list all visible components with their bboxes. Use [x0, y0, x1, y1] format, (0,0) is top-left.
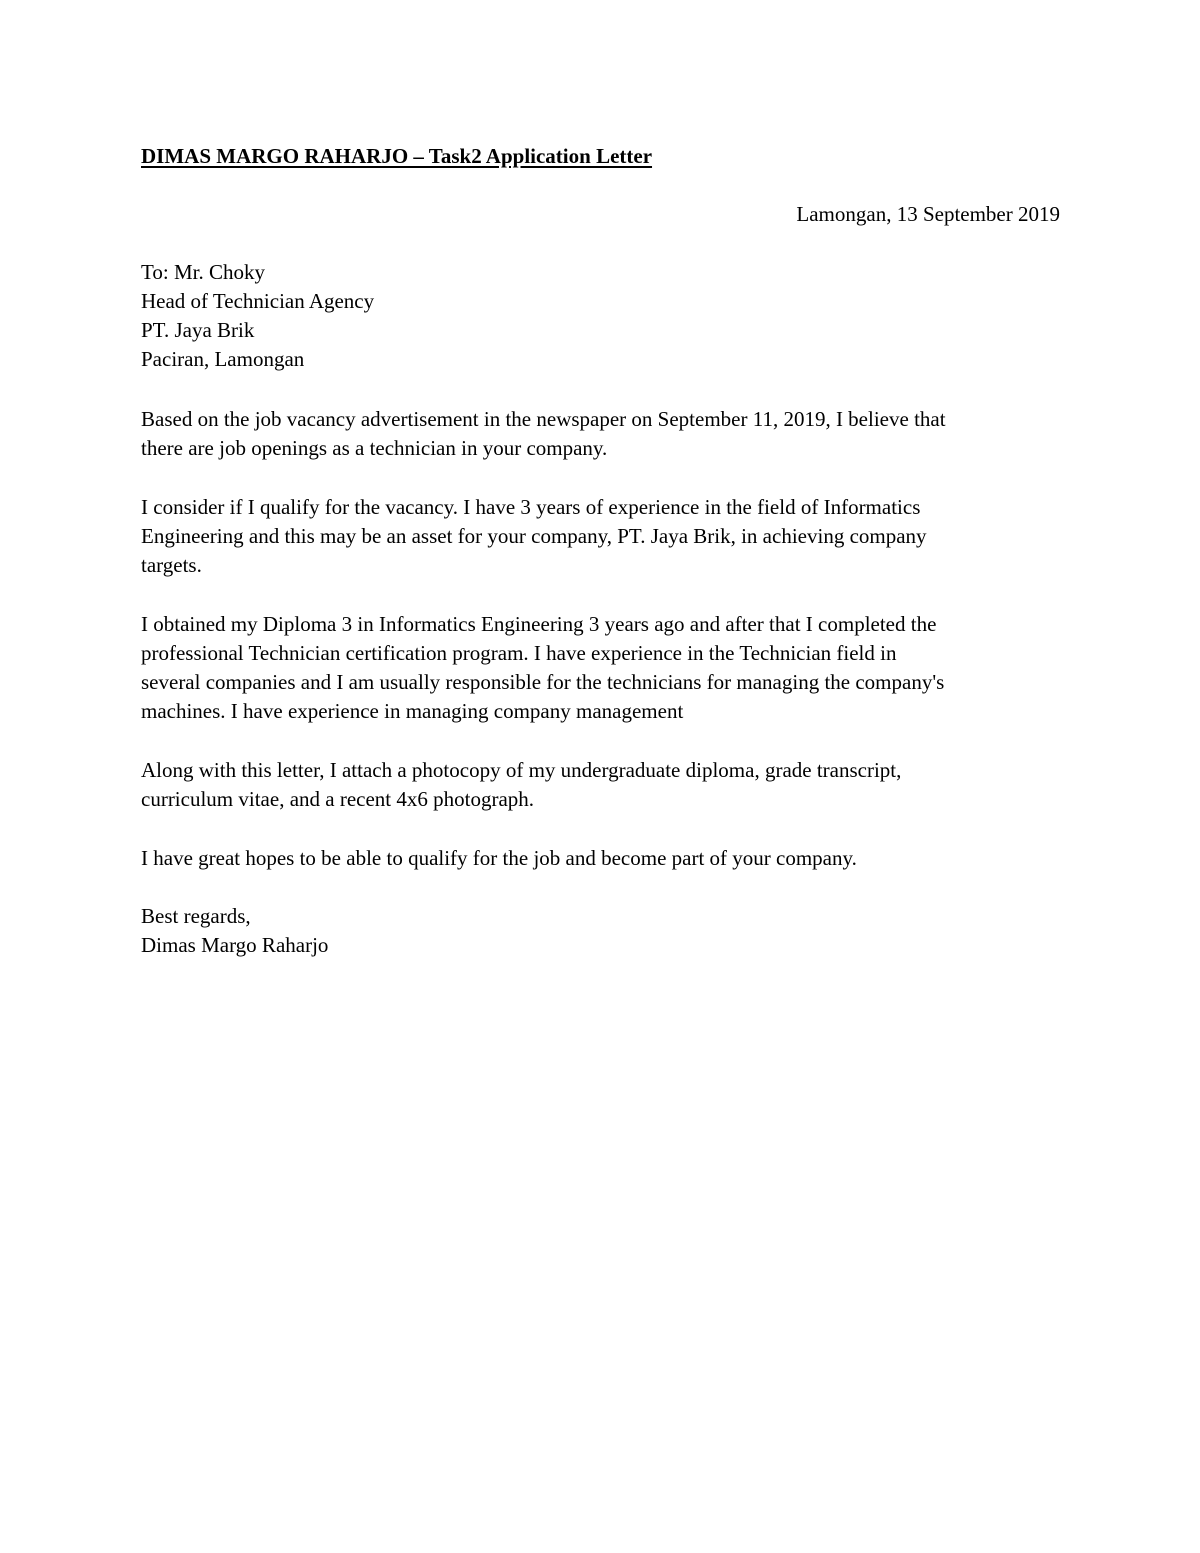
paragraph-vacancy — [141, 405, 1061, 463]
paragraph-line: Along with this letter, I attach a photocopy of my undergraduate diploma, grade transcript, — [141, 758, 902, 782]
paragraph-line: curriculum vitae, and a recent 4x6 photograph. — [141, 787, 535, 811]
letter-closing — [141, 902, 1061, 960]
paragraph-line: there are job openings as a technician in your company. — [141, 436, 608, 460]
paragraph-attachments — [141, 756, 1061, 814]
recipient-line: To: Mr. Choky — [141, 260, 265, 284]
recipient-line: Head of Technician Agency — [141, 289, 375, 313]
paragraph-line: Engineering and this may be an asset for your company, PT. Jaya Brik, in achieving company — [141, 524, 927, 548]
recipient-line: Paciran, Lamongan — [141, 347, 305, 371]
paragraph-line: targets. — [141, 553, 202, 577]
paragraph-line: professional Technician certification program. I have experience in the Technician field in — [141, 641, 897, 665]
paragraph-line: I consider if I qualify for the vacancy. I have 3 years of experience in the field of Informatics — [141, 495, 921, 519]
signature-name: Dimas Margo Raharjo — [141, 933, 329, 957]
paragraph-line: Based on the job vacancy advertisement in the newspaper on September 11, 2019, I believe that — [141, 407, 946, 431]
paragraph-line: several companies and I am usually responsible for the technicians for managing the company's — [141, 670, 945, 694]
paragraph-qualification — [141, 493, 1061, 580]
recipient-address — [141, 258, 1061, 374]
paragraph-line: I have great hopes to be able to qualify for the job and become part of your company. — [141, 846, 857, 870]
recipient-line: PT. Jaya Brik — [141, 318, 255, 342]
letter-date: Lamongan, 13 September 2019 — [796, 202, 1060, 226]
closing-salutation: Best regards, — [141, 904, 251, 928]
paragraph-education — [141, 610, 1061, 726]
paragraph-line: I obtained my Diploma 3 in Informatics Engineering 3 years ago and after that I completed the — [141, 612, 937, 636]
paragraph-hopes — [141, 844, 1061, 873]
paragraph-line: machines. I have experience in managing company management — [141, 699, 684, 723]
letter-title: DIMAS MARGO RAHARJO – Task2 Application Letter — [141, 144, 653, 168]
